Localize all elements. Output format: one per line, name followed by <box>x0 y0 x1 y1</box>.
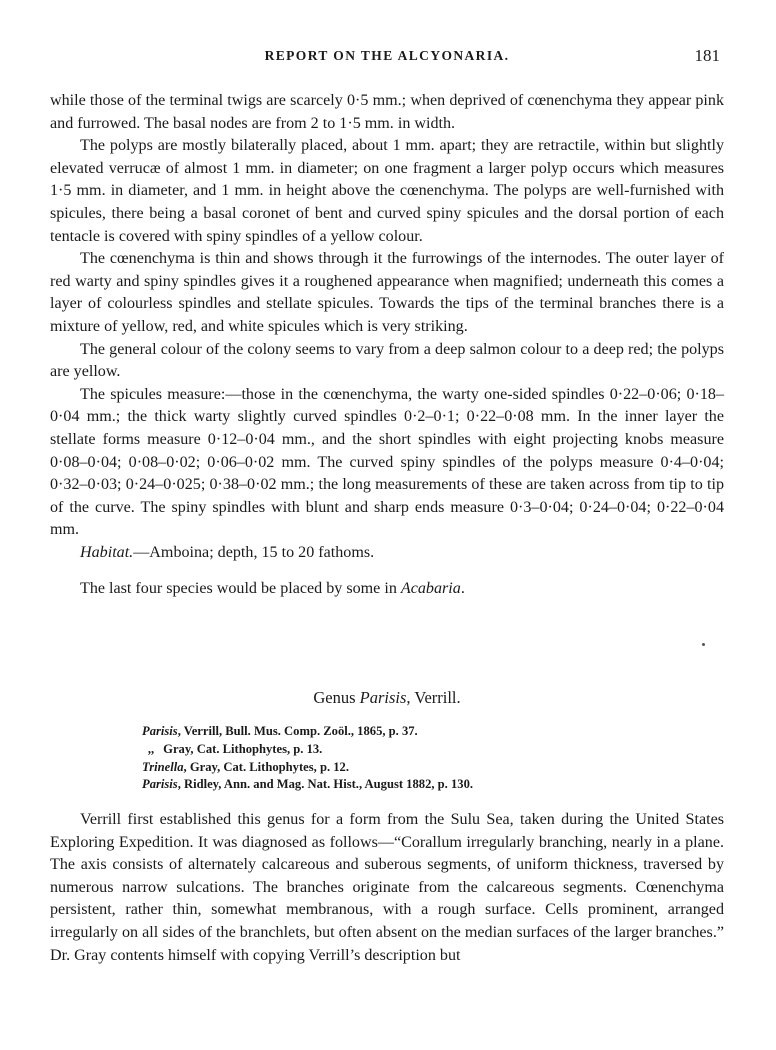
page-header <box>50 46 724 70</box>
reference-text: , Gray, Cat. Lithophytes, p. 12. <box>183 759 349 774</box>
running-title: REPORT ON THE ALCYONARIA. <box>264 48 510 63</box>
closing-note-text: The last four species would be placed by some in <box>80 580 401 598</box>
genus-heading-name: Parisis <box>359 688 407 707</box>
reference-text: , Verrill, Bull. Mus. Comp. Zoöl., 1865, p. 37. <box>177 724 418 738</box>
print-speck <box>702 643 705 646</box>
genus-heading-suffix: , Verrill. <box>406 688 461 707</box>
reference-line <box>142 741 473 759</box>
page-number: 181 <box>694 46 720 65</box>
body-text-genus <box>50 809 724 967</box>
closing-note-end: . <box>460 580 465 598</box>
reference-text: Gray, Cat. Lithophytes, p. 13. <box>160 741 323 756</box>
paragraph-continued: while those of the terminal twigs are scarcely 0·5 mm.; when deprived of cœnenchyma they appear pink and furrowed. The basal nodes are from 2 to 1·5 mm. in width. <box>50 92 724 132</box>
genus-heading-prefix: Genus <box>313 688 360 707</box>
reference-line <box>142 759 473 777</box>
habitat-label: Habitat. <box>80 543 134 561</box>
genus-heading <box>50 688 724 708</box>
closing-note-genus: Acabaria <box>400 580 461 598</box>
reference-name: Parisis <box>142 724 178 738</box>
reference-line <box>142 723 473 741</box>
closing-note <box>50 578 724 601</box>
paragraph-spicules: The spicules measure:—those in the cœnenchyma, the warty one-sided spindles 0·22–0·06; 0·18–0·04 mm.; the thick warty slightly curved spindles 0·2–0·1; 0·22–0·08 mm. In the inner layer the stellate forms measure 0·12–0·04 mm., and the short spindles with eight projecting knobs measure 0·08–0·04; 0·08–0·02; 0·06–0·02 mm. The curved spiny spindles of the polyps measure 0·4–0·04; 0·32–0·03; 0·24–0·025; 0·38–0·02 mm.; the long measurements of these are taken across from tip to tip of the curve. The spiny spindles with blunt and sharp ends measure 0·3–0·04; 0·24–0·04; 0·22–0·04 mm. <box>50 385 724 539</box>
reference-line <box>142 776 473 794</box>
body-text <box>50 90 724 601</box>
paragraph-coenenchyma: The cœnenchyma is thin and shows through it the furrowings of the internodes. The outer layer of red warty and spiny spindles gives it a roughened appearance when magnified; underneath this comes a layer of colourless spindles and stellate spicules. Towards the tips of the terminal branches there is a mixture of yellow, red, and white spicules which is very striking. <box>50 250 724 335</box>
paragraph-habitat <box>50 542 724 565</box>
reference-text: , Ridley, Ann. and Mag. Nat. Hist., August 1882, p. 130. <box>177 777 474 792</box>
reference-name: Parisis <box>142 777 178 792</box>
reference-name: Trinella <box>142 759 184 774</box>
paragraph-verrill: Verrill first established this genus for a form from the Sulu Sea, taken during the United States Exploring Expedition. It was diagnosed as follows—“Corallum irregularly branching, nearly in a plane. The axis consists of alternately calcareous and suberous segments, of uniform thickness, traversed by numerous narrow sulcations. The branches originate from the calcareous segments. Cœnenchyma persistent, rather thin, somewhat membranous, with a rough surface. Cells prominent, arranged irregularly on all sides of the branchlets, but often absent on the median surfaces of the larger branches.” Dr. Gray contents himself with copying Verrill’s description but <box>50 811 724 964</box>
paragraph-polyps: The polyps are mostly bilaterally placed, about 1 mm. apart; they are retractile, within but slightly elevated verrucæ of almost 1 mm. in diameter; on one fragment a larger polyp occurs which measures 1·5 mm. in diameter, and 1 mm. in height above the cœnenchyma. The polyps are well-furnished with spicules, there being a basal coronet of bent and curved spiny spicules and the dorsal portion of each tentacle is covered with spiny spindles of a yellow colour. <box>50 137 724 245</box>
synonymy-references <box>142 723 473 794</box>
paragraph-colour: The general colour of the colony seems to vary from a deep salmon colour to a deep red; the polyps are yellow. <box>50 340 724 381</box>
habitat-text: —Amboina; depth, 15 to 20 fathoms. <box>133 543 375 561</box>
reference-ditto: ,, <box>147 741 155 756</box>
